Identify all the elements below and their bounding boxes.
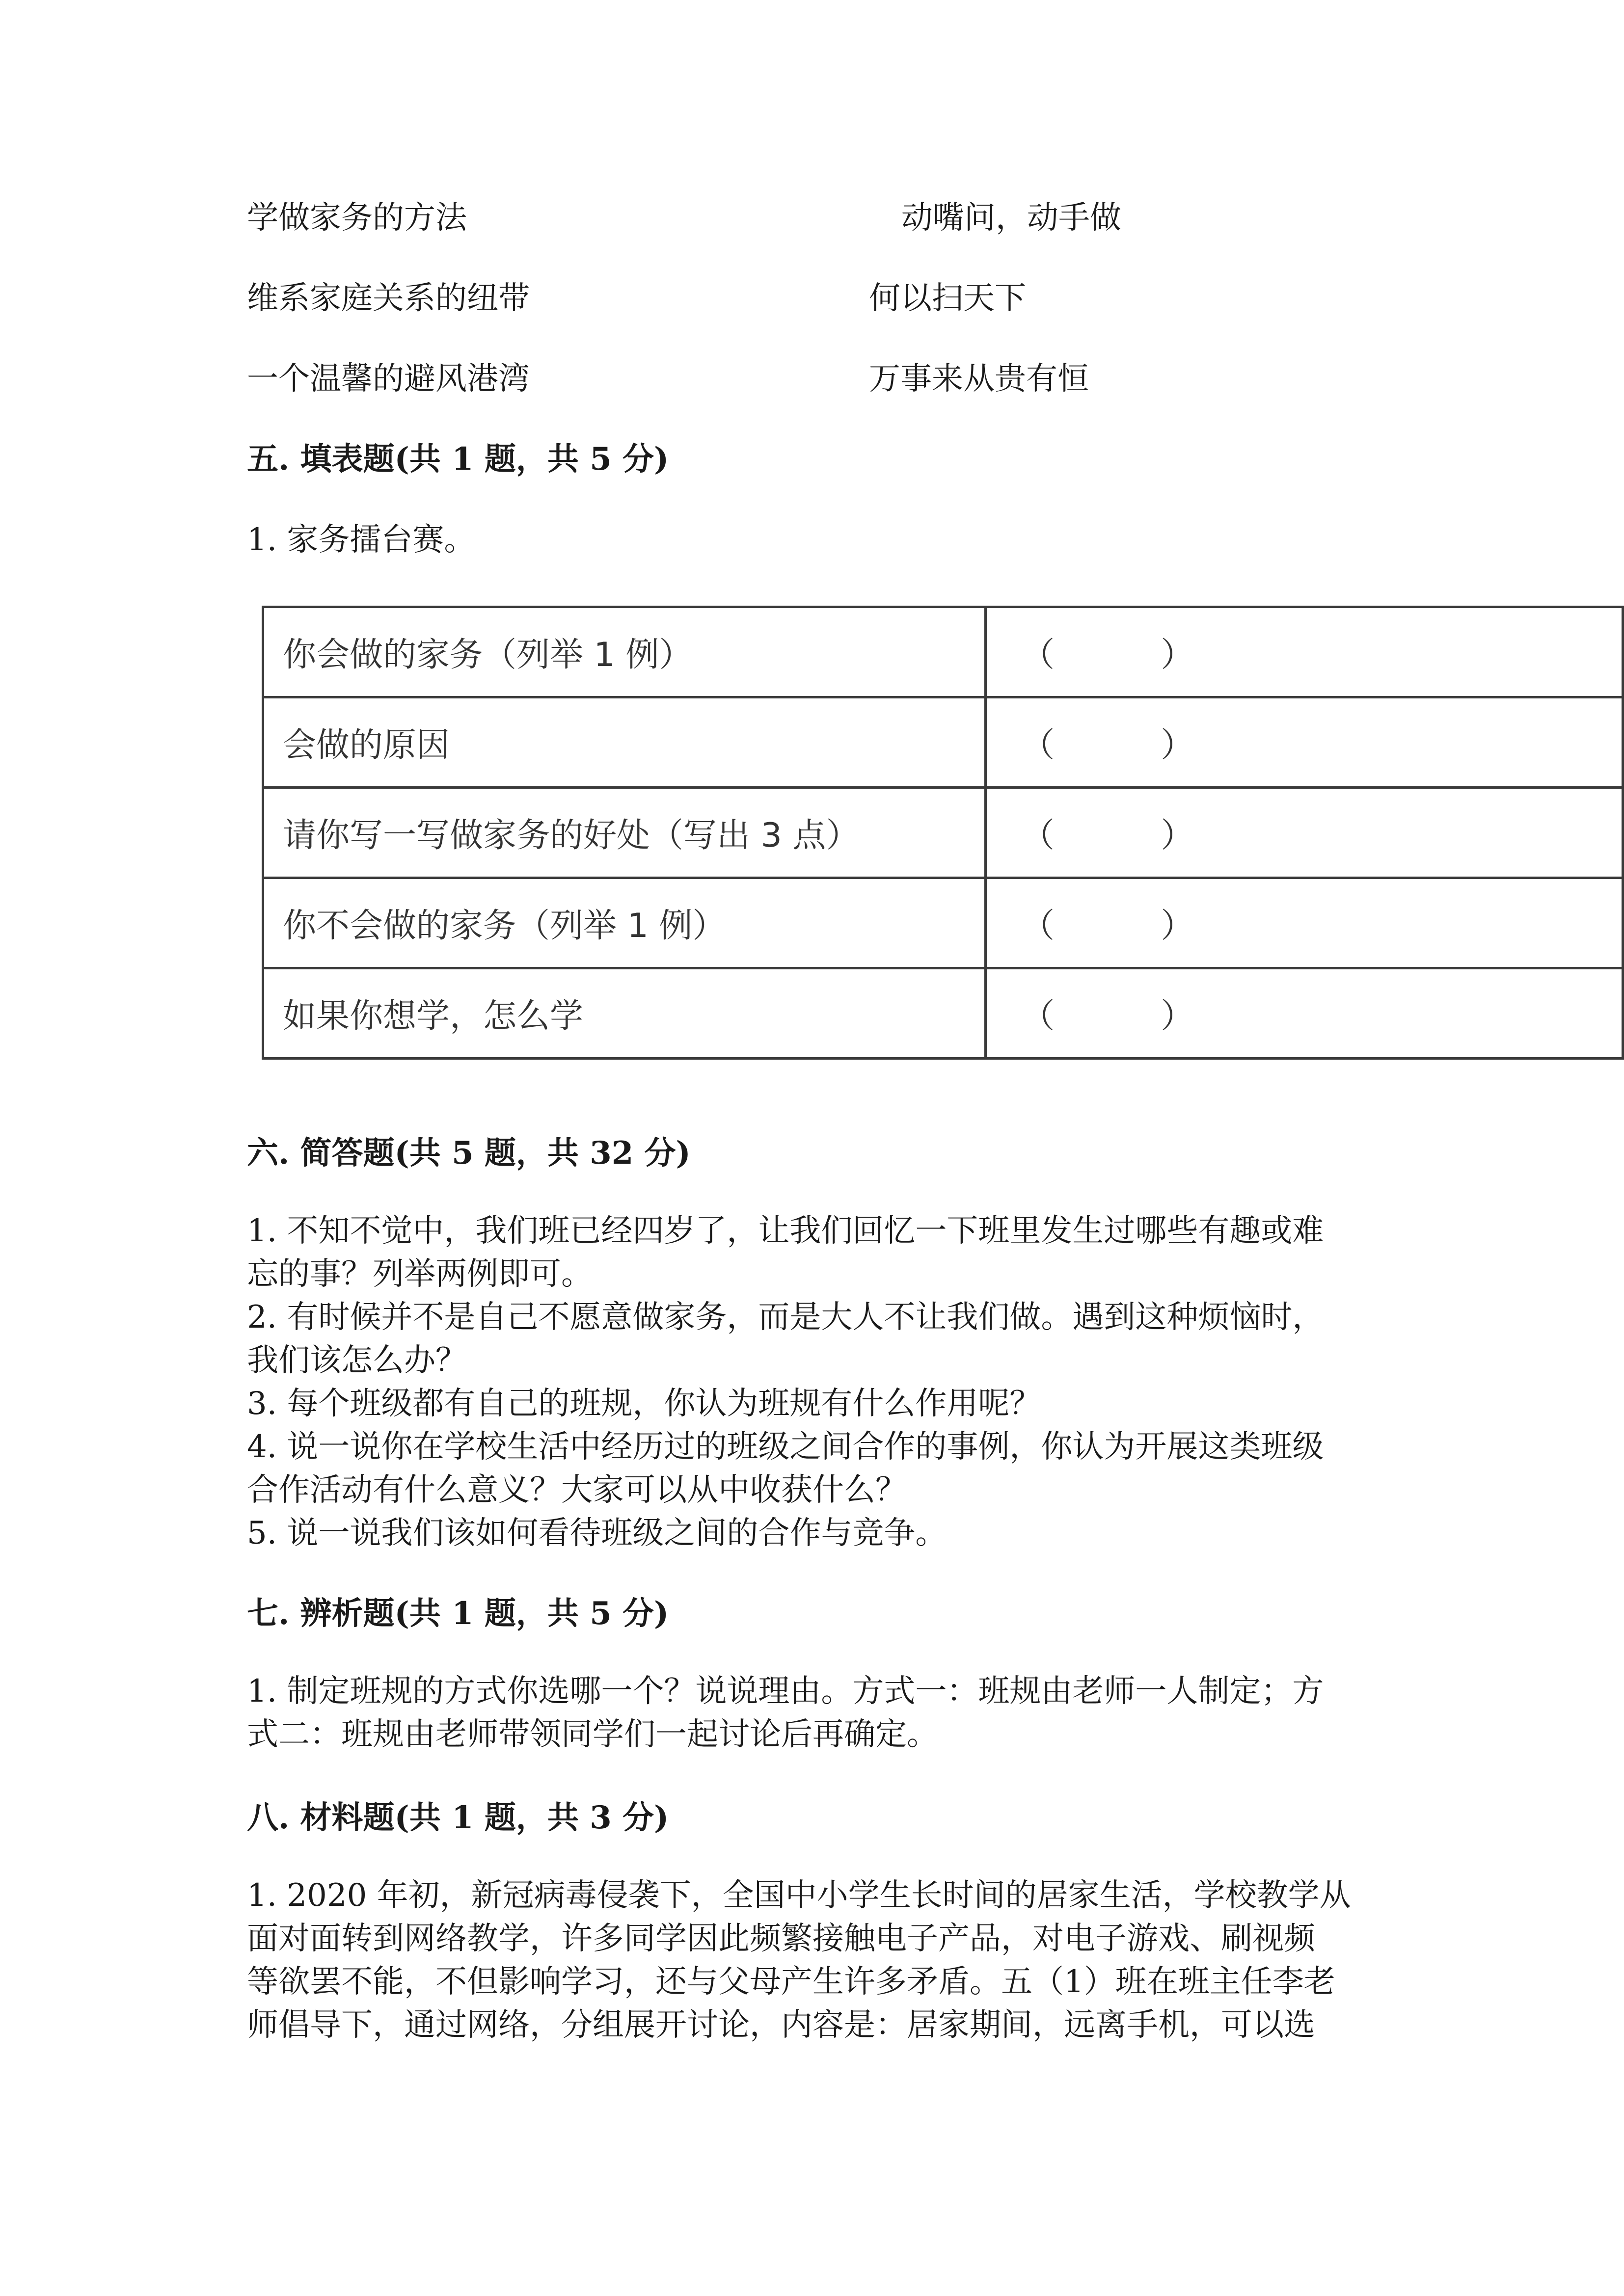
section-7-questions — [247, 1670, 1376, 1756]
text-line: 5. 说一说我们该如何看待班级之间的合作与竞争。 — [247, 1515, 947, 1551]
text-line: 合作活动有什么意义？大家可以从中收获什么？ — [247, 1472, 907, 1508]
section-8-material — [247, 1874, 1376, 2047]
table-label: 如果你想学，怎么学 — [263, 968, 986, 1059]
text-line: 等欲罢不能，不但影响学习，还与父母产生许多矛盾。五（1）班在班主任李老 — [247, 1964, 1335, 2000]
answer-blank-text: （ ） — [1021, 816, 1194, 855]
answer-blank-text: （ ） — [1021, 636, 1194, 674]
text-line: 4. 说一说你在学校生活中经历过的班级之间合作的事例，你认为开展这类班级 — [247, 1429, 1324, 1465]
text-line: 面对面转到网络教学，许多同学因此频繁接触电子产品，对电子游戏、刷视频 — [247, 1921, 1315, 1957]
table-row — [263, 878, 1623, 968]
match-left-3: 一个温馨的避风港湾 — [247, 361, 530, 397]
match-right-2: 何以扫天下 — [869, 280, 1026, 317]
answer-blank-text: （ ） — [1021, 997, 1194, 1036]
text-line: 2. 有时候并不是自己不愿意做家务，而是大人不让我们做。遇到这种烦恼时， — [247, 1299, 1324, 1335]
match-left-1: 学做家务的方法 — [247, 200, 467, 236]
text-line: 1. 制定班规的方式你选哪一个？说说理由。方式一：班规由老师一人制定；方 — [247, 1673, 1324, 1709]
text-line: 忘的事？列举两例即可。 — [247, 1256, 593, 1292]
answer-blank-text: （ ） — [1021, 907, 1194, 945]
section-heading-6: 六. 简答题(共 5 题，共 32 分) — [247, 1135, 691, 1172]
section-heading-7: 七. 辨析题(共 1 题，共 5 分) — [247, 1595, 669, 1632]
table-label: 请你写一写做家务的好处（写出 3 点） — [263, 788, 986, 878]
section-heading-5: 五. 填表题(共 1 题，共 5 分) — [247, 441, 669, 478]
answer-blank[interactable] — [986, 697, 1623, 788]
housework-table — [262, 606, 1624, 1060]
answer-blank[interactable] — [986, 968, 1623, 1059]
answer-blank[interactable] — [986, 878, 1623, 968]
text-line: 师倡导下，通过网络，分组展开讨论，内容是：居家期间，远离手机，可以选 — [247, 2007, 1315, 2043]
answer-blank[interactable] — [986, 788, 1623, 878]
text-line: 1. 不知不觉中，我们班已经四岁了，让我们回忆一下班里发生过哪些有趣或难 — [247, 1213, 1324, 1249]
table-label: 你不会做的家务（列举 1 例） — [263, 878, 986, 968]
text-line: 式二：班规由老师带领同学们一起讨论后再确定。 — [247, 1716, 938, 1753]
table-label: 你会做的家务（列举 1 例） — [263, 607, 986, 697]
text-line: 1. 2020 年初，新冠病毒侵袭下，全国中小学生长时间的居家生活，学校教学从 — [247, 1877, 1351, 1914]
section-heading-8: 八. 材料题(共 1 题，共 3 分) — [247, 1799, 669, 1836]
match-right-1: 动嘴问，动手做 — [901, 200, 1121, 236]
section-6-questions — [247, 1209, 1376, 1555]
table-row — [263, 968, 1623, 1059]
question-5-1: 1. 家务擂台赛。 — [247, 522, 476, 558]
answer-blank-text: （ ） — [1021, 726, 1194, 765]
text-line: 我们该怎么办？ — [247, 1342, 467, 1379]
match-left-2: 维系家庭关系的纽带 — [247, 280, 530, 317]
answer-blank[interactable] — [986, 607, 1623, 697]
table-label: 会做的原因 — [263, 697, 986, 788]
table-row — [263, 607, 1623, 697]
table-row — [263, 697, 1623, 788]
match-right-3: 万事来从贵有恒 — [869, 361, 1089, 397]
table-row — [263, 788, 1623, 878]
text-line: 3. 每个班级都有自己的班规，你认为班规有什么作用呢？ — [247, 1386, 1041, 1422]
